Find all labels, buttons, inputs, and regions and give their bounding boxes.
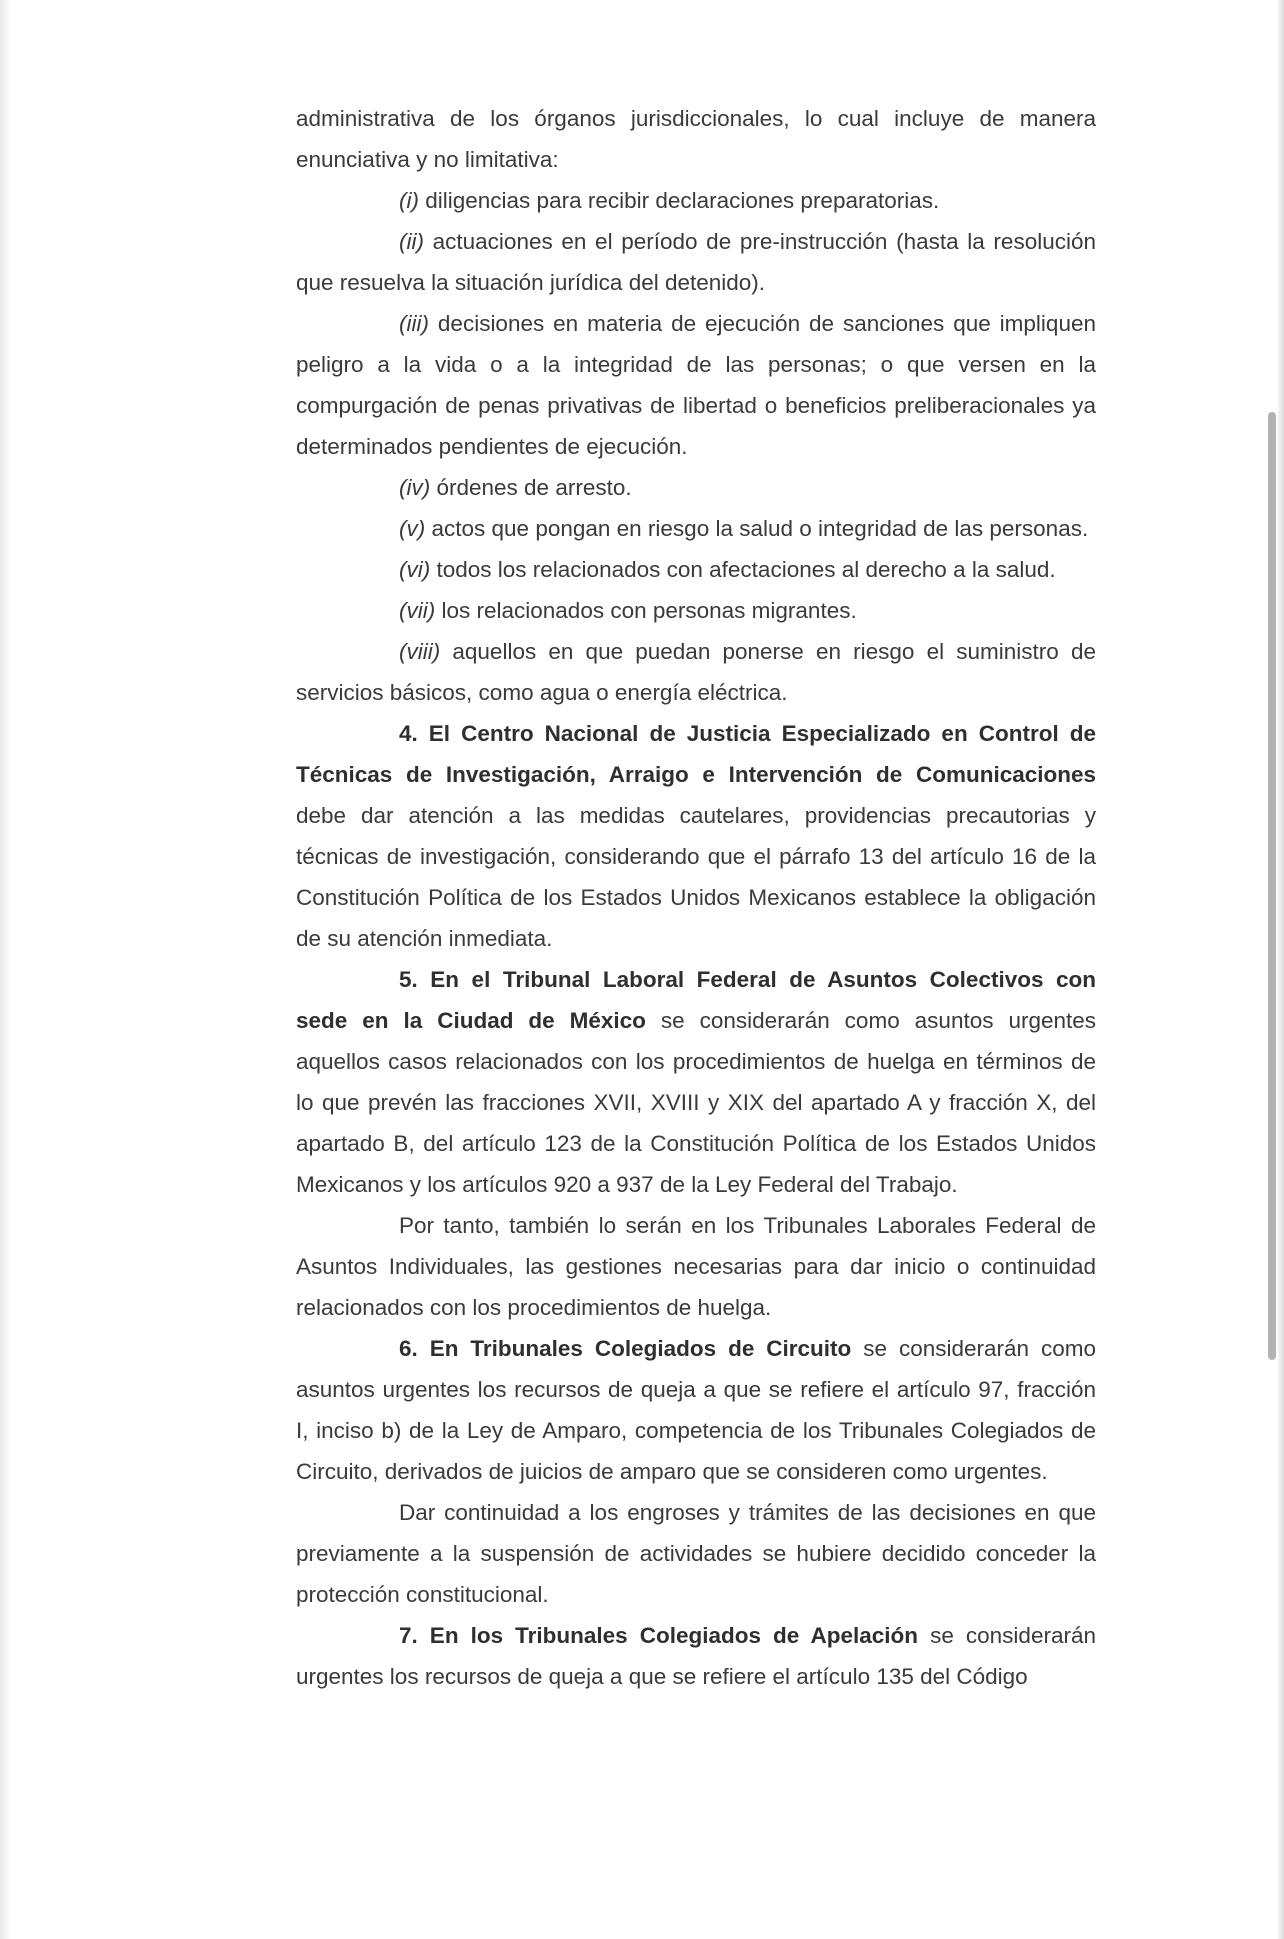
item-v-number: (v) [399,516,426,541]
list-item-ii [296,221,1096,303]
section-7-paragraph [296,1615,1096,1697]
item-vii-text: los relacionados con personas migrantes. [435,598,857,623]
list-item-iv [296,467,1096,508]
intro-paragraph: administrativa de los órganos jurisdiccionales, lo cual incluye de manera enunciativa y no limitativa: [296,106,1096,172]
section-7-text: se considerarán urgentes los recursos de queja a que se refiere el artículo 135 del Código [296,1623,1096,1689]
item-i-number: (i) [399,188,419,213]
section-4-paragraph [296,713,1096,959]
item-iii-number: (iii) [399,311,429,336]
item-i-text: diligencias para recibir declaraciones preparatorias. [418,188,940,213]
section-5-paragraph [296,959,1096,1205]
item-vi-number: (vi) [399,557,431,582]
item-ii-number: (ii) [399,229,424,254]
list-item-iii [296,303,1096,467]
list-item-vii [296,590,1096,631]
list-item-i [296,180,1096,221]
document-page [296,98,1096,1697]
section-6-heading: 6. En Tribunales Colegiados de Circuito [399,1336,852,1361]
item-vii-number: (vii) [399,598,436,623]
item-v-text: actos que pongan en riesgo la salud o integridad de las personas. [425,516,1089,541]
page-left-edge [0,0,10,1939]
section-6-paragraph [296,1328,1096,1492]
list-item-v [296,508,1096,549]
item-viii-text: aquellos en que puedan ponerse en riesgo el suministro de servicios básicos, como agua o energía eléctrica. [296,639,1096,705]
section-7-heading: 7. En los Tribunales Colegiados de Apelación [399,1623,919,1648]
list-item-vi [296,549,1096,590]
section-5-continuation: Por tanto, también lo serán en los Tribunales Laborales Federal de Asuntos Individuales, las gestiones necesarias para dar inicio o continuidad relacionados con los procedimientos de huelga. [296,1213,1096,1320]
item-iv-text: órdenes de arresto. [430,475,632,500]
section-6-continuation: Dar continuidad a los engroses y trámites de las decisiones en que previamente a la suspensión de actividades se hubiere decidido conceder la protección constitucional. [296,1500,1096,1607]
section-6-text: se considerarán como asuntos urgentes los recursos de queja a que se refiere el artículo 97, fracción I, inciso b) de la Ley de Amparo, competencia de los Tribunales Colegiados de Circuito, derivados de juicios de amparo que se consideren como urgentes. [296,1336,1096,1484]
section-4-text: debe dar atención a las medidas cautelares, providencias precautorias y técnicas de investigación, considerando que el párrafo 13 del artículo 16 de la Constitución Política de los Estados Unidos Mexicanos establece la obligación de su atención inmediata. [296,803,1096,951]
list-item-viii [296,631,1096,713]
item-ii-text: actuaciones en el período de pre-instrucción (hasta la resolución que resuelva la situación jurídica del detenido). [296,229,1096,295]
page-right-edge [1278,0,1284,1939]
item-iv-number: (iv) [399,475,431,500]
item-viii-number: (viii) [399,639,441,664]
section-5-heading: 5. En el Tribunal Laboral Federal de Asuntos Colectivos con sede en la Ciudad de México [296,967,1096,1033]
section-5-text: se considerarán como asuntos urgentes aquellos casos relacionados con los procedimientos de huelga en términos de lo que prevén las fracciones XVII, XVIII y XIX del apartado A y fracción X, del apartado B, del artículo 123 de la Constitución Política de los Estados Unidos Mexicanos y los artículos 920 a 937 de la Ley Federal del Trabajo. [296,1008,1097,1197]
item-iii-text: decisiones en materia de ejecución de sanciones que impliquen peligro a la vida o a la integridad de las personas; o que versen en la compurgación de penas privativas de libertad o beneficios preliberacionales ya determinados pendientes de ejecución. [296,311,1096,459]
item-vi-text: todos los relacionados con afectaciones al derecho a la salud. [430,557,1056,582]
section-4-heading: 4. El Centro Nacional de Justicia Especializado en Control de Técnicas de Investigación, Arraigo e Intervención de Comunicaciones [296,721,1096,787]
vertical-scrollbar-thumb[interactable] [1268,412,1276,1360]
